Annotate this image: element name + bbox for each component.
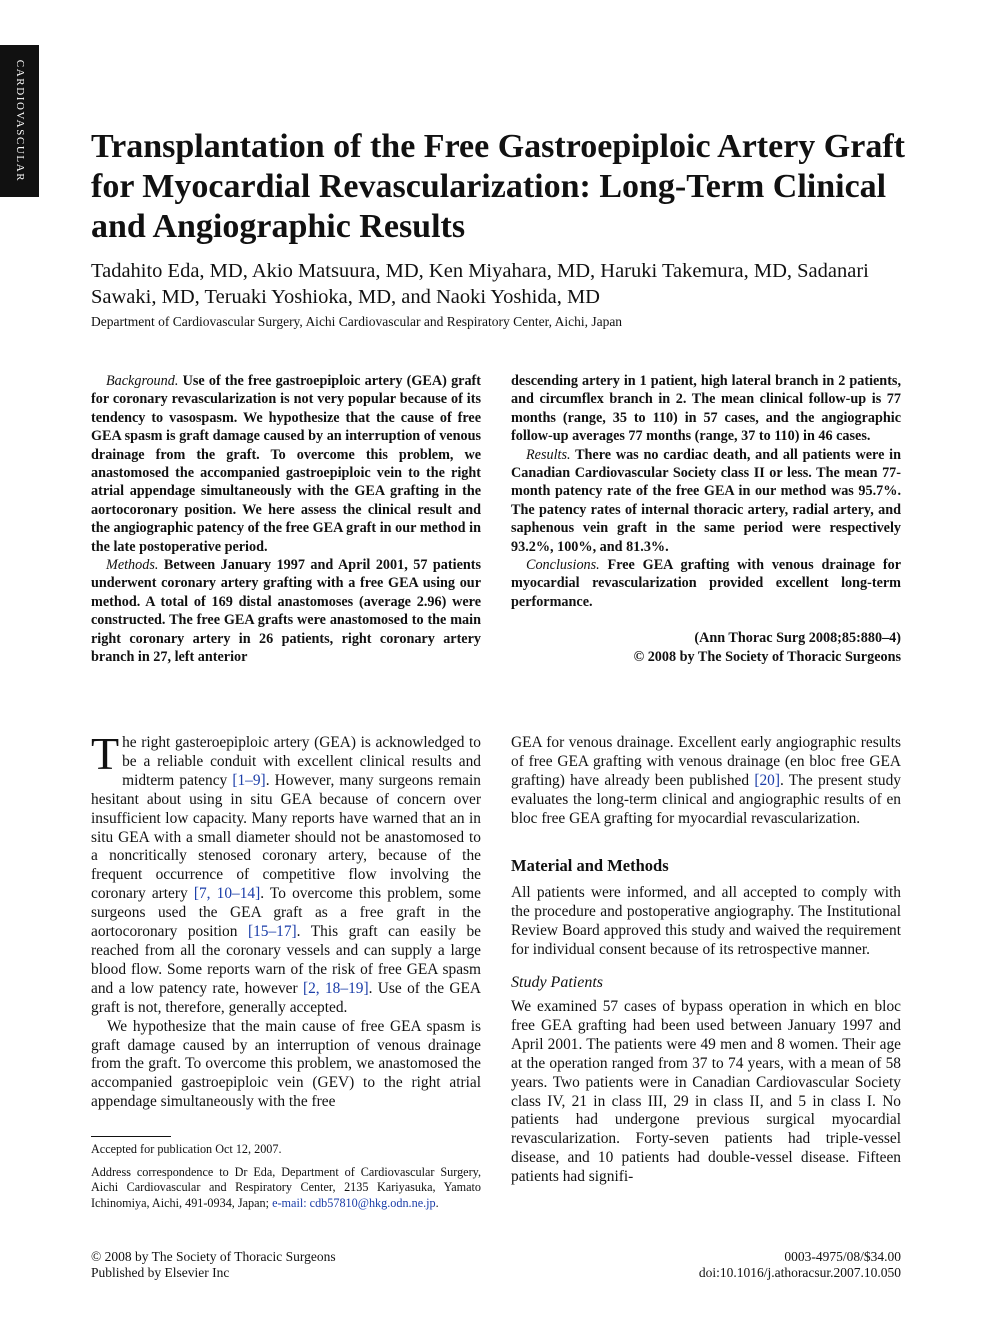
footer-doi: doi:10.1016/j.athoracsur.2007.10.050 xyxy=(698,1265,901,1280)
abstract-background xyxy=(91,372,481,556)
footer-publisher: Published by Elsevier Inc xyxy=(91,1265,230,1280)
methods-paragraph: All patients were informed, and all accepted to comply with the procedure and postoperative angiography. The Institutional Review Board approved this study and waived the requirement for individual consent because of its retrospective manner. xyxy=(511,884,901,959)
abstract-methods-text: Between January 1997 and April 2001, 57 patients underwent coronary artery grafting with a free GEA using our method. A total of 169 distal anastomoses (average 2.96) were constructed. The free GEA grafts were anastomosed to the main right coronary artery in 26 patients, right coronary artery branch in 27, left anterior xyxy=(91,557,481,666)
abstract-methods-label: Methods. xyxy=(106,557,159,574)
subsection-heading: Study Patients xyxy=(511,974,603,992)
footer-left xyxy=(91,1249,336,1281)
intro-paragraph-2-continued xyxy=(511,734,901,829)
abstract-conclusions-text: Free GEA grafting with venous drainage for myocardial revascularization provided excellent long-term performance. xyxy=(511,557,901,610)
intro-text: . To overcome this problem, some surgeons used the GEA graft as a free graft in the aortocoronary position xyxy=(91,885,481,941)
abstract-background-text: Use of the free gastroepiploic artery (GEA) graft for coronary revascularization is not very popular because of its tendency to vasospasm. We hypothesize that the cause of free GEA spasm is graft damage caused by an interruption of venous drainage from the graft. To overcome this problem, we anastomosed the accompanied gastroepiploic vein to the right atrial appendage simultaneously with the GEA grafting in the aortocoronary position. We here assess the clinical result and the angiographic patency of the free GEA graft in our method in the late postoperative period. xyxy=(91,373,482,555)
abstract-column-left xyxy=(91,372,481,667)
intro-text: . This graft can easily be reached from all the coronary vessels and can supply a large blood flow. Some reports warn of the risk of free GEA spasm and a low patency rate, however xyxy=(91,923,481,997)
reference-link[interactable]: [7, 10–14] xyxy=(193,885,261,903)
correspondence-text: Address correspondence to Dr Eda, Department of Cardiovascular Surgery, Aichi Cardiovascular and Respiratory Center, 2135 Kariyasuka, Yamato Ichinomiya, Aichi, 491-0934, Japan; xyxy=(91,1164,481,1210)
article-title: Transplantation of the Free Gastroepiploic Artery Graft for Myocardial Revascularization: Long-Term Clinical and Angiographic Results xyxy=(91,128,905,245)
section-tab-label: CARDIOVASCULAR xyxy=(13,59,26,183)
abstract-copyright: © 2008 by The Society of Thoracic Surgeons xyxy=(633,648,901,665)
journal-citation: (Ann Thorac Surg 2008;85:880–4) xyxy=(694,630,901,647)
intro-text: GEA for venous drainage. Excellent early angiographic results of free GEA grafting with venous drainage (en bloc free GEA grafting) have already been published xyxy=(511,734,901,789)
intro-paragraph-2: We hypothesize that the main cause of free GEA spasm is graft damage caused by an interruption of venous drainage from the graft. To overcome this problem, we anastomosed the accompanied gastroepiploic vein (GEV) to the right atrial appendage simultaneously with the free xyxy=(91,1017,481,1111)
footer-copyright: © 2008 by The Society of Thoracic Surgeons xyxy=(91,1249,336,1264)
reference-link[interactable]: [20] xyxy=(754,771,780,789)
body-column-left xyxy=(91,728,482,1112)
email-link[interactable]: e-mail: cdb57810@hkg.odn.ne.jp xyxy=(272,1195,436,1210)
section-heading: Material and Methods xyxy=(511,855,669,875)
abstract-methods-continued: descending artery in 1 patient, high lateral branch in 2 patients, and circumflex branch in 2. The mean clinical follow-up is 77 months (range, 35 to 110) in 57 cases, and the angiographic follow-up averages 77 months (range, 37 to 110) in 46 cases. xyxy=(511,373,901,445)
abstract-column-right xyxy=(511,372,901,666)
abstract-background-label: Background. xyxy=(106,373,179,389)
body-column-right xyxy=(511,734,901,1187)
correspondence-text: . xyxy=(435,1195,439,1210)
intro-text: . The present study evaluates the long-term clinical and angiographic results of en bloc free GEA grafting for myocardial revascularization. xyxy=(511,771,901,827)
abstract-results-label: Results. xyxy=(526,446,571,463)
abstract-conclusions xyxy=(511,556,901,611)
intro-text: he right gasteroepiploic artery (GEA) is acknowledged to be a reliable conduit with excellent clinical results and midterm patency xyxy=(122,734,481,789)
intro-paragraph-1 xyxy=(91,728,482,1018)
footer-issn: 0003-4975/08/$34.00 xyxy=(784,1249,901,1264)
footnote-divider xyxy=(91,1136,171,1137)
study-patients-paragraph: We examined 57 cases of bypass operation in which en bloc free GEA grafting had been used between January 1997 and April 2001. The patients were 49 men and 8 women. Their age at the operation ranged from 37 to 74 years, with a mean of 58 years. Two patients were in Canadian Cardiovascular Society class IV, 21 in class III, 29 in class II, and 5 in class I. No patients had undergone previous surgical myocardial revascularization. Forty-seven patients had triple-vessel disease, and 10 patients had double-vessel disease. Fifteen patients had signifi- xyxy=(511,997,901,1186)
footer-right xyxy=(699,1249,901,1281)
reference-link[interactable]: [15–17] xyxy=(247,923,297,941)
abstract-results xyxy=(511,446,901,556)
reference-link[interactable]: [2, 18–19] xyxy=(302,979,369,997)
section-tab xyxy=(0,45,39,197)
accepted-note: Accepted for publication Oct 12, 2007. xyxy=(91,1142,282,1156)
affiliation: Department of Cardiovascular Surgery, Aichi Cardiovascular and Respiratory Center, Aichi, Japan xyxy=(91,314,623,329)
intro-text: . However, many surgeons remain hesitant about using in situ GEA because of concern over insufficient low capacity. Many reports have warned that an in situ GEA with a small diameter should not be anastomosed to a noncritically stenosed coronary artery, because of the frequent occurrence of competitive flow involving the coronary artery xyxy=(91,771,481,903)
correspondence-note xyxy=(91,1165,481,1212)
footnotes xyxy=(91,1142,481,1218)
abstract-results-text: There was no cardiac death, and all patients were in Canadian Cardiovascular Society class II or less. The mean 77-month patency rate of the free GEA in our method was 95.7%. The patency rates of internal thoracic artery, radial artery, and saphenous vein graft in the same period were respectively 93.2%, 100%, and 81.3%. xyxy=(511,446,901,555)
abstract-conclusions-label: Conclusions. xyxy=(526,557,600,574)
reference-link[interactable]: [1–9] xyxy=(232,771,266,789)
author-list: Tadahito Eda, MD, Akio Matsuura, MD, Ken Miyahara, MD, Haruki Takemura, MD, Sadanari Sawaki, MD, Teruaki Yoshioka, MD, and Naoki Yoshida, MD xyxy=(91,260,869,308)
intro-text: . Use of the GEA graft is not, therefore, generally accepted. xyxy=(91,979,482,1016)
abstract-methods xyxy=(91,556,481,666)
drop-cap: T xyxy=(91,728,120,779)
